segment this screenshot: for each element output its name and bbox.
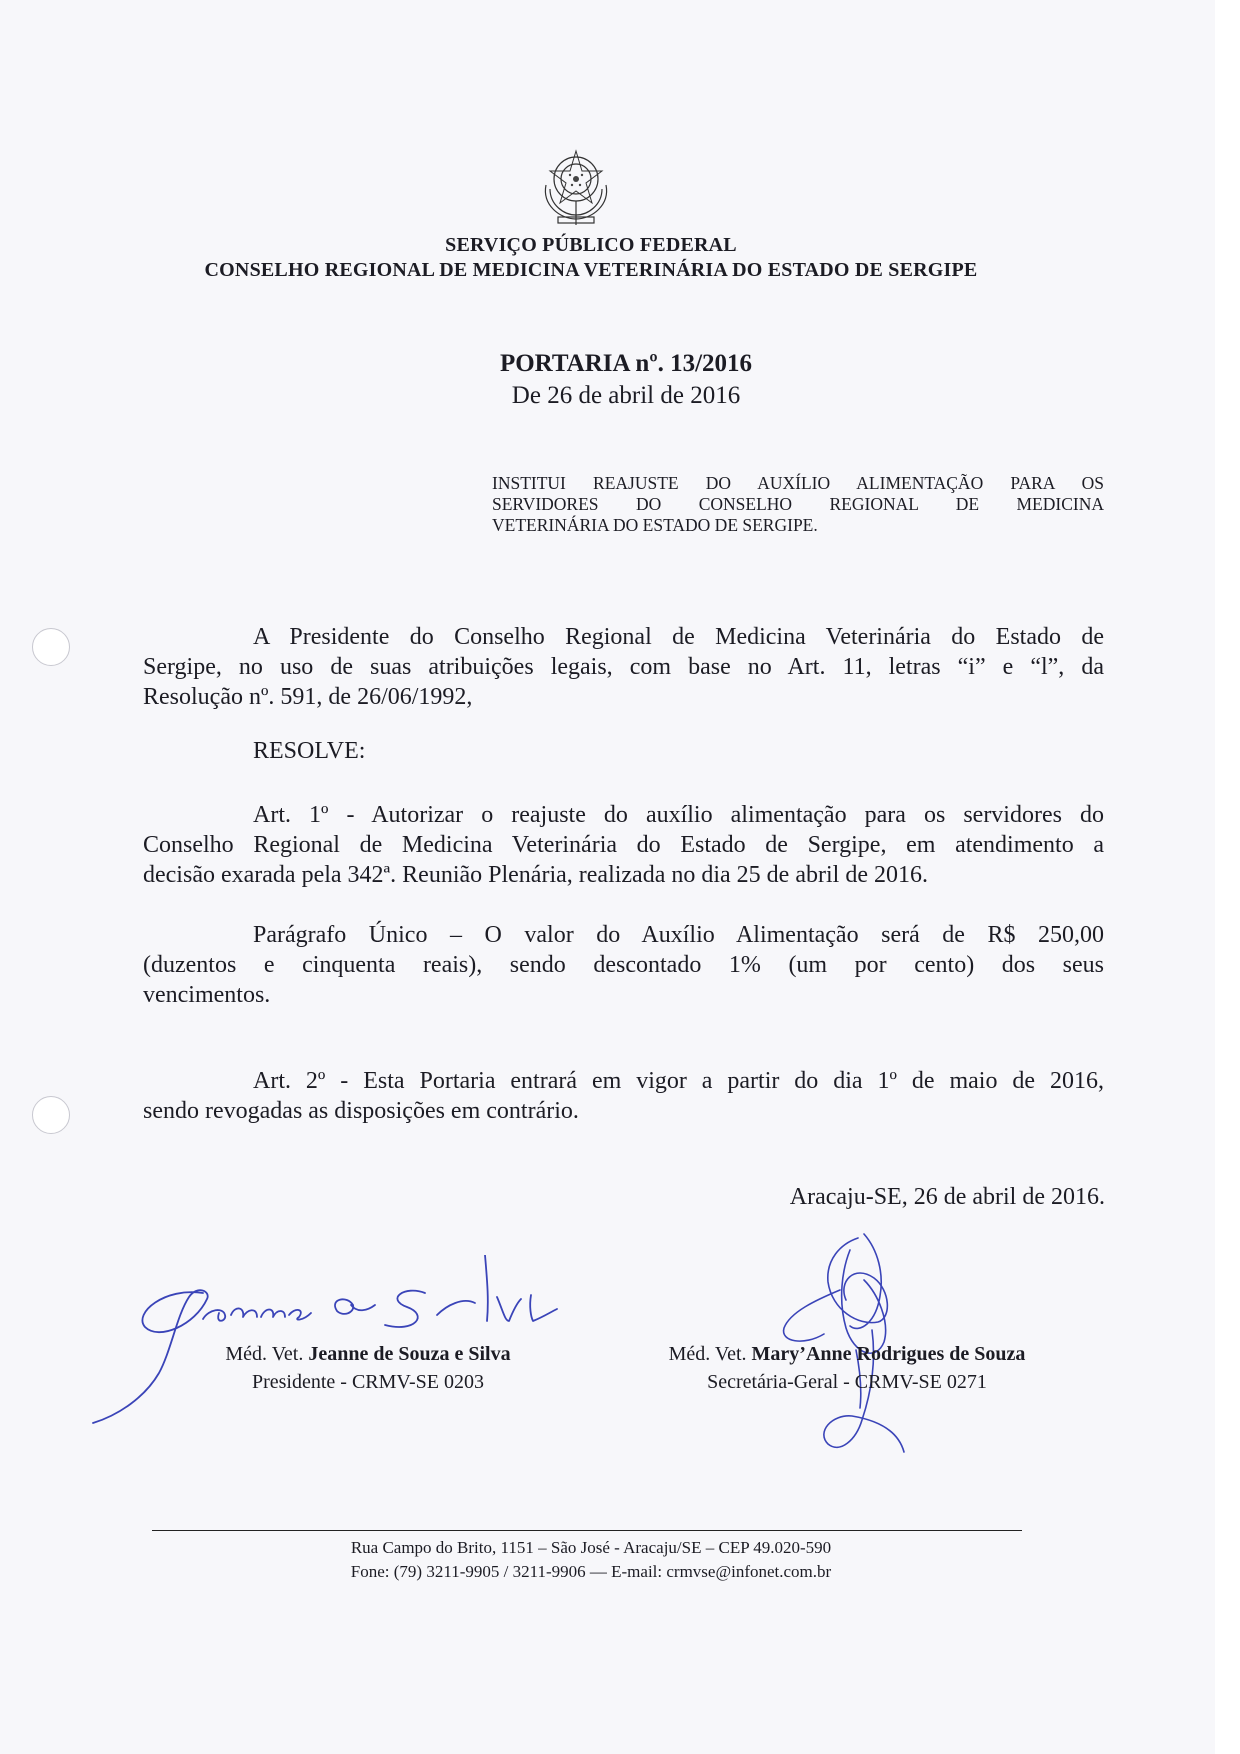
signatory-prefix: Méd. Vet. [668,1343,752,1365]
ementa [492,473,1104,536]
signatory-name: Jeanne de Souza e Silva [308,1343,511,1365]
footer-address: Rua Campo do Brito, 1151 – São José - Aracaju/SE – CEP 49.020-590 [350,1538,832,1557]
signatory-prefix: Méd. Vet. [225,1343,309,1365]
footer-contact: Fone: (79) 3211-9905 / 3211-9906 — E-mail: crmvse@infonet.com.br [350,1562,832,1581]
signatory-role: Presidente - CRMV-SE 0203 [251,1371,485,1393]
scan-edge [1215,0,1240,1754]
punch-hole [32,1096,70,1134]
portaria-title: PORTARIA nº. 13/2016 [499,350,753,377]
ementa-line: VETERINÁRIA DO ESTADO DE SERGIPE. [492,515,818,535]
text-line: decisão exarada pela 342ª. Reunião Plenária, realizada no dia 25 de abril de 2016. [143,862,928,888]
article-1 [143,800,1104,890]
footer-divider [152,1530,1022,1531]
place-date: Aracaju-SE, 26 de abril de 2016. [789,1184,1105,1210]
punch-hole [32,628,70,666]
paragrafo-unico [143,920,1104,1010]
text-line: A Presidente do Conselho Regional de Medicina Veterinária do Estado de [253,624,1104,650]
signatory-name-line [168,1340,568,1368]
portaria-date: De 26 de abril de 2016 [511,382,741,409]
header-line-1: SERVIÇO PÚBLICO FEDERAL [445,234,737,256]
ementa-line: INSTITUI REAJUSTE DO AUXÍLIO ALIMENTAÇÃO PARA OS [492,473,1104,493]
text-line: Sergipe, no uso de suas atribuições legais, com base no Art. 11, letras “i” e “l”, da [143,654,1104,680]
signatory-role: Secretária-Geral - CRMV-SE 0271 [707,1371,987,1393]
text-line: vencimentos. [143,982,271,1008]
resolve-heading: RESOLVE: [253,738,366,764]
text-line: Resolução nº. 591, de 26/06/1992, [143,684,473,710]
header-line-2: CONSELHO REGIONAL DE MEDICINA VETERINÁRIA DO ESTADO DE SERGIPE [204,259,978,281]
text-line: Art. 1º - Autorizar o reajuste do auxílio alimentação para os servidores do [253,802,1104,828]
preamble-paragraph [143,622,1104,712]
text-line: Art. 2º - Esta Portaria entrará em vigor a partir do dia 1º de maio de 2016, [253,1068,1104,1094]
text-line: sendo revogadas as disposições em contrário. [143,1098,579,1124]
signatory-president [168,1340,568,1396]
brazil-coat-of-arms-icon [538,145,614,227]
signatory-name: Mary’Anne Rodrigues de Souza [751,1343,1026,1365]
text-line: Parágrafo Único – O valor do Auxílio Alimentação será de R$ 250,00 [253,922,1104,948]
ementa-line: SERVIDORES DO CONSELHO REGIONAL DE MEDICINA [492,494,1104,514]
signatory-name-line [612,1340,1082,1368]
signatory-secretary [612,1340,1082,1396]
text-line: Conselho Regional de Medicina Veterinária do Estado de Sergipe, em atendimento a [143,832,1104,858]
text-line: (duzentos e cinquenta reais), sendo descontado 1% (um por cento) dos seus [143,952,1104,978]
article-2 [143,1066,1104,1126]
